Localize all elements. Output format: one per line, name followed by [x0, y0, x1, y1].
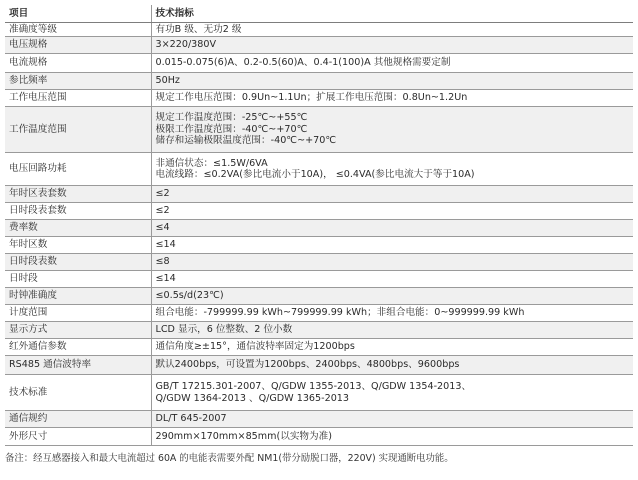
- row-item-label: 年时区表套数: [5, 186, 151, 203]
- spec-line: 290mm×170mm×85mm(以实物为准): [155, 430, 332, 442]
- row-spec-value: [151, 90, 633, 107]
- row-spec-value: [151, 305, 633, 322]
- row-spec-value: [151, 375, 633, 411]
- row-item-label: 准确度等级: [5, 23, 151, 37]
- row-spec-value: [151, 54, 633, 73]
- spec-line: ≤14: [155, 239, 176, 251]
- table-row: [5, 271, 633, 288]
- row-spec-value: [151, 37, 633, 54]
- row-item-label: 技术标准: [5, 375, 151, 411]
- row-item-label: 参比频率: [5, 73, 151, 90]
- row-item-label: 费率数: [5, 220, 151, 237]
- table-row: [5, 37, 633, 54]
- row-spec-value: [151, 254, 633, 271]
- spec-line: 组合电能：-799999.99 kWh~799999.99 kWh；非组合电能：0~999999.99 kWh: [155, 307, 525, 319]
- row-item-label: 红外通信参数: [5, 339, 151, 356]
- spec-line: 默认2400bps，可设置为1200bps、2400bps、4800bps、9600bps: [155, 359, 460, 371]
- spec-line: 电流线路：≤0.2VA(参比电流小于10A)， ≤0.4VA(参比电流大于等于10A): [155, 169, 475, 180]
- row-item-label: 电压回路功耗: [5, 153, 151, 186]
- row-item-label: 日时段: [5, 271, 151, 288]
- row-spec-value: [151, 428, 633, 446]
- row-spec-value: [151, 23, 633, 37]
- header-item: 项目: [5, 5, 151, 23]
- spec-line: 极限工作温度范围：-40℃~+70℃: [155, 123, 308, 135]
- table-row: [5, 203, 633, 220]
- spec-line: 3×220/380V: [155, 39, 217, 51]
- row-item-label: 通信规约: [5, 411, 151, 428]
- row-item-label: RS485 通信波特率: [5, 356, 151, 375]
- table-row: [5, 339, 633, 356]
- row-spec-value: [151, 237, 633, 254]
- spec-line: Q/GDW 1364-2013 、Q/GDW 1365-2013: [155, 392, 350, 404]
- spec-table: [5, 5, 633, 446]
- table-row: [5, 375, 633, 411]
- row-item-label: 时钟准确度: [5, 288, 151, 305]
- footnote: 备注：经互感器接入和最大电流超过 60A 的电能表需要外配 NM1(带分励脱口器，220V) 实现通断电功能。: [5, 453, 454, 464]
- row-spec-value: [151, 356, 633, 375]
- row-item-label: 显示方式: [5, 322, 151, 339]
- spec-line: 规定工作电压范围：0.9Un~1.1Un；扩展工作电压范围：0.8Un~1.2Un: [155, 92, 468, 104]
- spec-line: 储存和运输极限温度范围：-40℃~+70℃: [155, 135, 337, 147]
- row-item-label: 计度范围: [5, 305, 151, 322]
- table-row: [5, 254, 633, 271]
- table-row: [5, 220, 633, 237]
- spec-line: ≤4: [155, 222, 170, 234]
- table-row: [5, 54, 633, 73]
- row-item-label: 日时段表数: [5, 254, 151, 271]
- table-row: [5, 322, 633, 339]
- table-row: [5, 186, 633, 203]
- header-spec: 技术指标: [151, 5, 633, 23]
- row-spec-value: [151, 153, 633, 186]
- row-spec-value: [151, 339, 633, 356]
- row-spec-value: [151, 73, 633, 90]
- row-item-label: 电压规格: [5, 37, 151, 54]
- spec-sheet: [5, 5, 633, 464]
- row-spec-value: [151, 203, 633, 220]
- table-row: [5, 356, 633, 375]
- spec-line: 0.015-0.075(6)A、0.2-0.5(60)A、0.4-1(100)A 其他规格需要定制: [155, 57, 451, 69]
- table-row: [5, 411, 633, 428]
- spec-line: 50Hz: [155, 75, 180, 87]
- spec-line: 规定工作温度范围：-25℃~+55℃: [155, 112, 308, 124]
- spec-line: LCD 显示，6 位整数、2 位小数: [155, 324, 293, 336]
- table-row: [5, 305, 633, 322]
- row-spec-value: [151, 220, 633, 237]
- table-row: [5, 23, 633, 37]
- table-body: [5, 23, 633, 446]
- row-item-label: 日时段表套数: [5, 203, 151, 220]
- row-item-label: 电流规格: [5, 54, 151, 73]
- spec-line: 通信角度≥±15°，通信波特率固定为1200bps: [155, 341, 355, 353]
- table-row: [5, 428, 633, 446]
- table-row: [5, 237, 633, 254]
- table-row: [5, 153, 633, 186]
- row-spec-value: [151, 322, 633, 339]
- spec-line: ≤8: [155, 256, 170, 268]
- table-row: [5, 90, 633, 107]
- table-row: [5, 73, 633, 90]
- row-spec-value: [151, 271, 633, 288]
- row-item-label: 工作电压范围: [5, 90, 151, 107]
- spec-line: 非通信状态：≤1.5W/6VA: [155, 157, 268, 169]
- spec-line: ≤2: [155, 205, 170, 217]
- row-spec-value: [151, 288, 633, 305]
- spec-line: ≤2: [155, 188, 170, 200]
- row-item-label: 年时区数: [5, 237, 151, 254]
- spec-line: ≤0.5s/d(23℃): [155, 290, 224, 302]
- row-spec-value: [151, 411, 633, 428]
- row-item-label: 工作温度范围: [5, 107, 151, 153]
- spec-line: GB/T 17215.301-2007、Q/GDW 1355-2013、Q/GDW 1354-2013、: [155, 381, 472, 392]
- spec-line: 有功B 级、无功2 级: [155, 23, 242, 35]
- spec-line: ≤14: [155, 273, 176, 285]
- table-row: [5, 288, 633, 305]
- table-header-row: [5, 5, 633, 23]
- table-row: [5, 107, 633, 153]
- spec-line: DL/T 645-2007: [155, 413, 227, 425]
- row-spec-value: [151, 107, 633, 153]
- row-item-label: 外形尺寸: [5, 428, 151, 446]
- row-spec-value: [151, 186, 633, 203]
